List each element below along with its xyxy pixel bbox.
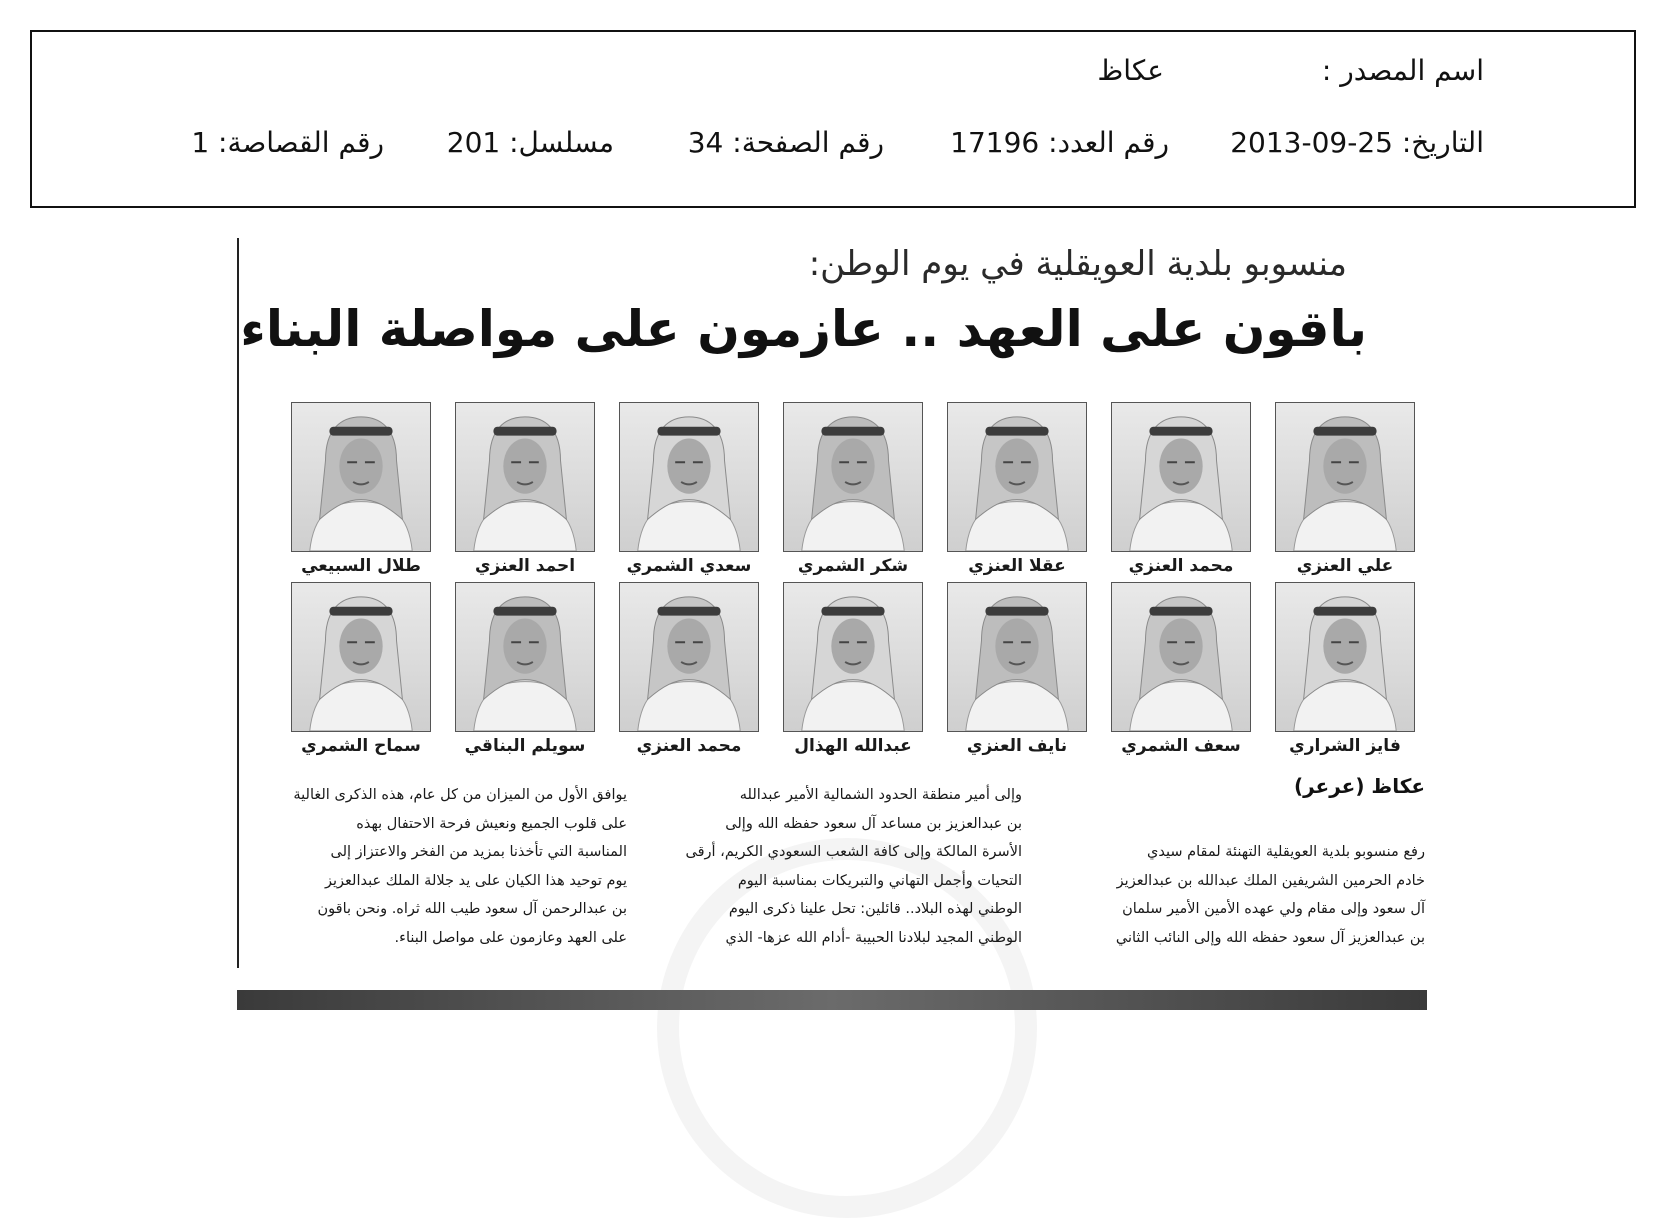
portrait-silhouette — [620, 403, 758, 551]
person-name: شكر الشمري — [797, 556, 909, 576]
text-line: على العهد وعازمون على مواصل البناء. — [394, 929, 627, 946]
article-kicker: منسوبو بلدية العويقلية في يوم الوطن: — [808, 244, 1347, 284]
person-name: طلال السبيعي — [301, 556, 421, 576]
article-column-1 — [1080, 838, 1425, 952]
portrait-photo — [1111, 402, 1251, 552]
person-name: علي العنزي — [1296, 556, 1394, 576]
portrait-photo — [1111, 582, 1251, 732]
portrait-silhouette — [1112, 583, 1250, 731]
portrait-photo — [783, 402, 923, 552]
portrait-silhouette — [948, 403, 1086, 551]
date-field — [1230, 126, 1484, 160]
portrait-photo — [1275, 582, 1415, 732]
article-headline: باقون على العهد .. عازمون على مواصلة البناء — [240, 300, 1367, 358]
text-line: التحيات وأجمل التهاني والتبريكات بمناسبة اليوم — [737, 872, 1022, 889]
portrait-photo — [947, 582, 1087, 732]
person-name: سعدي الشمري — [626, 556, 752, 576]
date-label: التاريخ: — [1401, 126, 1484, 159]
text-line: المناسبة التي تأخذنا بمزيد من الفخر والاعتزاز إلى — [330, 844, 627, 860]
person-name: سويلم البناقي — [464, 736, 586, 756]
portrait-silhouette — [1112, 403, 1250, 551]
text-line: بن عبدالرحمن آل سعود طيب الله ثراه. ونحن باقون — [317, 901, 627, 917]
text-line: الأسرة المالكة وإلى كافة الشعب السعودي الكريم، أرقى — [685, 844, 1022, 860]
portrait-silhouette — [292, 583, 430, 731]
portrait-photo — [455, 582, 595, 732]
person-name: محمد العنزي — [636, 736, 742, 756]
person-name: سماح الشمري — [301, 736, 421, 756]
text-line: بن عبدالعزيز آل سعود حفظه الله وإلى النائب الثاني — [1115, 929, 1425, 946]
text-line: وإلى أمير منطقة الحدود الشمالية الأمير عبدالله — [739, 787, 1022, 803]
person-name: نايف العنزي — [966, 736, 1068, 756]
person-name: محمد العنزي — [1128, 556, 1234, 576]
article-column-3 — [272, 781, 627, 952]
issue-value: 17196 — [950, 126, 1040, 159]
portrait-photo — [1275, 402, 1415, 552]
portrait-silhouette — [456, 403, 594, 551]
person-name: عبدالله الهذال — [794, 736, 912, 756]
source-label: اسم المصدر : — [1321, 54, 1484, 87]
clip-value: 1 — [191, 126, 210, 159]
serial-value: 201 — [446, 126, 501, 159]
portrait-photo — [619, 402, 759, 552]
metadata-box — [30, 30, 1636, 208]
portrait-silhouette — [456, 583, 594, 731]
serial-label: مسلسل: — [509, 126, 614, 159]
portrait-silhouette — [784, 403, 922, 551]
text-line: بن عبدالعزيز بن مساعد آل سعود حفظه الله وإلى — [725, 815, 1022, 832]
text-line: خادم الحرمين الشريفين الملك عبدالله بن عبدالعزيز — [1116, 872, 1425, 889]
portrait-photo — [783, 582, 923, 732]
portrait-silhouette — [620, 583, 758, 731]
portrait-silhouette — [292, 403, 430, 551]
person-name: سعف الشمري — [1121, 736, 1241, 756]
text-line: يوم توحيد هذا الكيان على يد جلالة الملك عبدالعزيز — [325, 872, 627, 889]
clip-field — [191, 126, 384, 160]
page-value: 34 — [687, 126, 724, 159]
page-field — [688, 126, 884, 160]
serial-field — [447, 126, 614, 160]
column-rule — [237, 238, 239, 968]
source-value: عكاظ — [1097, 54, 1164, 87]
portrait-silhouette — [948, 583, 1086, 731]
portrait-silhouette — [1276, 403, 1414, 551]
text-line: الوطني لهذه البلاد.. قائلين: تحل علينا ذكرى اليوم — [728, 901, 1022, 917]
clip-label: رقم القصاصة: — [218, 126, 384, 159]
portrait-silhouette — [1276, 583, 1414, 731]
article-byline: عكاظ (عرعر) — [1293, 774, 1425, 798]
portrait-photo — [455, 402, 595, 552]
text-line: الوطني المجيد لبلادنا الحبيبة -أدام الله عزها- الذي — [725, 929, 1022, 946]
text-line: رفع منسوبو بلدية العويقلية التهنئة لمقام سيدي — [1147, 844, 1425, 860]
page-label: رقم الصفحة: — [732, 126, 884, 159]
issue-label: رقم العدد: — [1048, 126, 1169, 159]
text-line: على قلوب الجميع ونعيش فرحة الاحتفال بهذه — [356, 815, 627, 832]
portrait-silhouette — [784, 583, 922, 731]
article-column-2 — [677, 781, 1022, 952]
portrait-photo — [947, 402, 1087, 552]
page-footer-band — [237, 990, 1427, 1010]
date-value: 2013-09-25 — [1230, 126, 1393, 159]
person-name: عقلا العنزي — [968, 556, 1066, 576]
person-name: احمد العنزي — [474, 556, 576, 576]
text-line: آل سعود وإلى مقام ولي عهده الأمين الأمير سلمان — [1122, 901, 1425, 917]
issue-field — [950, 126, 1169, 160]
portrait-photo — [291, 582, 431, 732]
newspaper-clipping — [237, 238, 1437, 1008]
portrait-photo — [619, 582, 759, 732]
person-name: فايز الشراري — [1289, 736, 1401, 756]
text-line: يوافق الأول من الميزان من كل عام، هذه الذكرى الغالية — [293, 787, 627, 803]
portrait-photo — [291, 402, 431, 552]
